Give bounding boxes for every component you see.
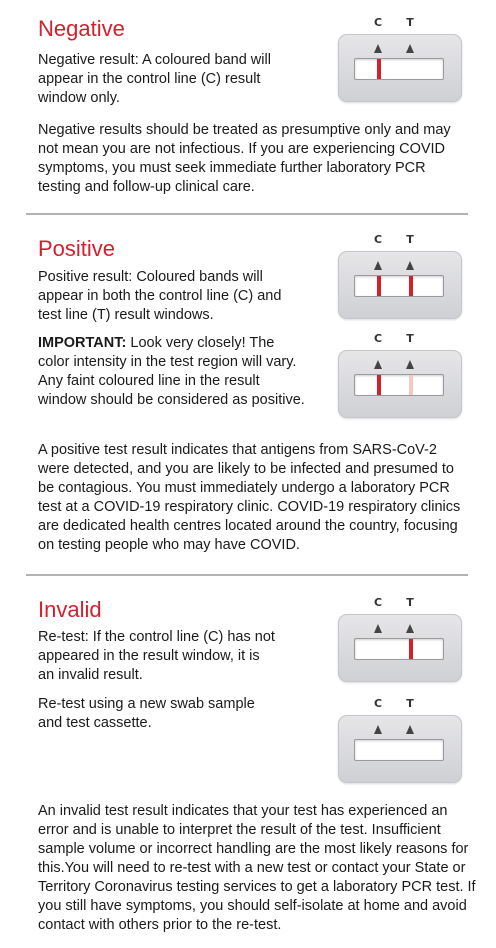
positive-important	[38, 334, 308, 410]
result-window	[354, 739, 444, 761]
control-line-label: C	[373, 697, 383, 710]
test-arrow-icon	[406, 261, 414, 270]
invalid-body: An invalid test result indicates that your test has experienced an error and is unable to interpret the result of the test. Insufficient sample volume or incorrect handling are the most likely reasons for this.You will need to re-test with a new test or contact your State or Territory Coronavirus testing services to get a laboratory PCR test. If you still have symptoms, you should self-isolate at home and avoid contact with others prior to the re-test.	[38, 803, 476, 933]
cassette-negative	[338, 16, 462, 102]
cassette-positive	[338, 233, 462, 319]
cassette-invalid-no-lines	[338, 697, 462, 783]
control-band	[377, 59, 381, 79]
test-line-label: T	[406, 16, 414, 29]
section-divider	[26, 574, 468, 576]
control-arrow-icon	[374, 725, 382, 734]
test-band	[409, 639, 413, 659]
negative-heading: Negative	[38, 16, 125, 41]
invalid-heading: Invalid	[38, 597, 102, 622]
control-band	[377, 375, 381, 395]
negative-summary: Negative result: A coloured band will appear in the control line (C) result window only.	[38, 52, 271, 106]
test-arrow-icon	[406, 360, 414, 369]
test-band	[409, 375, 413, 395]
result-window	[354, 374, 444, 396]
control-line-label: C	[373, 332, 383, 345]
test-line-label: T	[406, 596, 414, 609]
positive-heading: Positive	[38, 236, 116, 261]
cassette-positive-faint	[338, 332, 462, 418]
test-line-label: T	[406, 697, 414, 710]
result-window	[354, 275, 444, 297]
control-line-label: C	[373, 16, 383, 29]
control-line-label: C	[373, 233, 383, 246]
important-label: IMPORTANT:	[38, 335, 127, 351]
test-line-label: T	[406, 332, 414, 345]
cassette-invalid-no-control	[338, 596, 462, 682]
negative-body: Negative results should be treated as presumptive only and may not mean you are not infectious. If you are experiencing COVID symptoms, you must seek immediate further laboratory PCR testing and follow-up clinical care.	[38, 122, 451, 195]
test-arrow-icon	[406, 725, 414, 734]
invalid-retest: Re-test using a new swab sample and test cassette.	[38, 696, 255, 731]
test-line-label: T	[406, 233, 414, 246]
test-band	[409, 276, 413, 296]
control-line-label: C	[373, 596, 383, 609]
invalid-summary: Re-test: If the control line (C) has not appeared in the result window, it is an invalid result.	[38, 629, 275, 683]
positive-body: A positive test result indicates that antigens from SARS-CoV-2 were detected, and you are likely to be infected and presumed to be contagious. You must immediately undergo a laboratory PCR test at a COVID-19 respiratory clinic. COVID-19 respiratory clinics are dedicated health centres located around the country, focusing on testing people who may have COVID.	[38, 442, 461, 553]
positive-summary: Positive result: Coloured bands will appear in both the control line (C) and test line (T) result windows.	[38, 269, 282, 323]
control-arrow-icon	[374, 360, 382, 369]
control-band	[377, 276, 381, 296]
control-arrow-icon	[374, 261, 382, 270]
result-window	[354, 638, 444, 660]
result-window	[354, 58, 444, 80]
test-arrow-icon	[406, 624, 414, 633]
test-arrow-icon	[406, 44, 414, 53]
control-arrow-icon	[374, 44, 382, 53]
control-arrow-icon	[374, 624, 382, 633]
section-divider	[26, 213, 468, 215]
important-text: Look very closely! The color intensity in the test region will vary. Any faint coloured line in the result window should be considered as positive.	[38, 335, 305, 408]
